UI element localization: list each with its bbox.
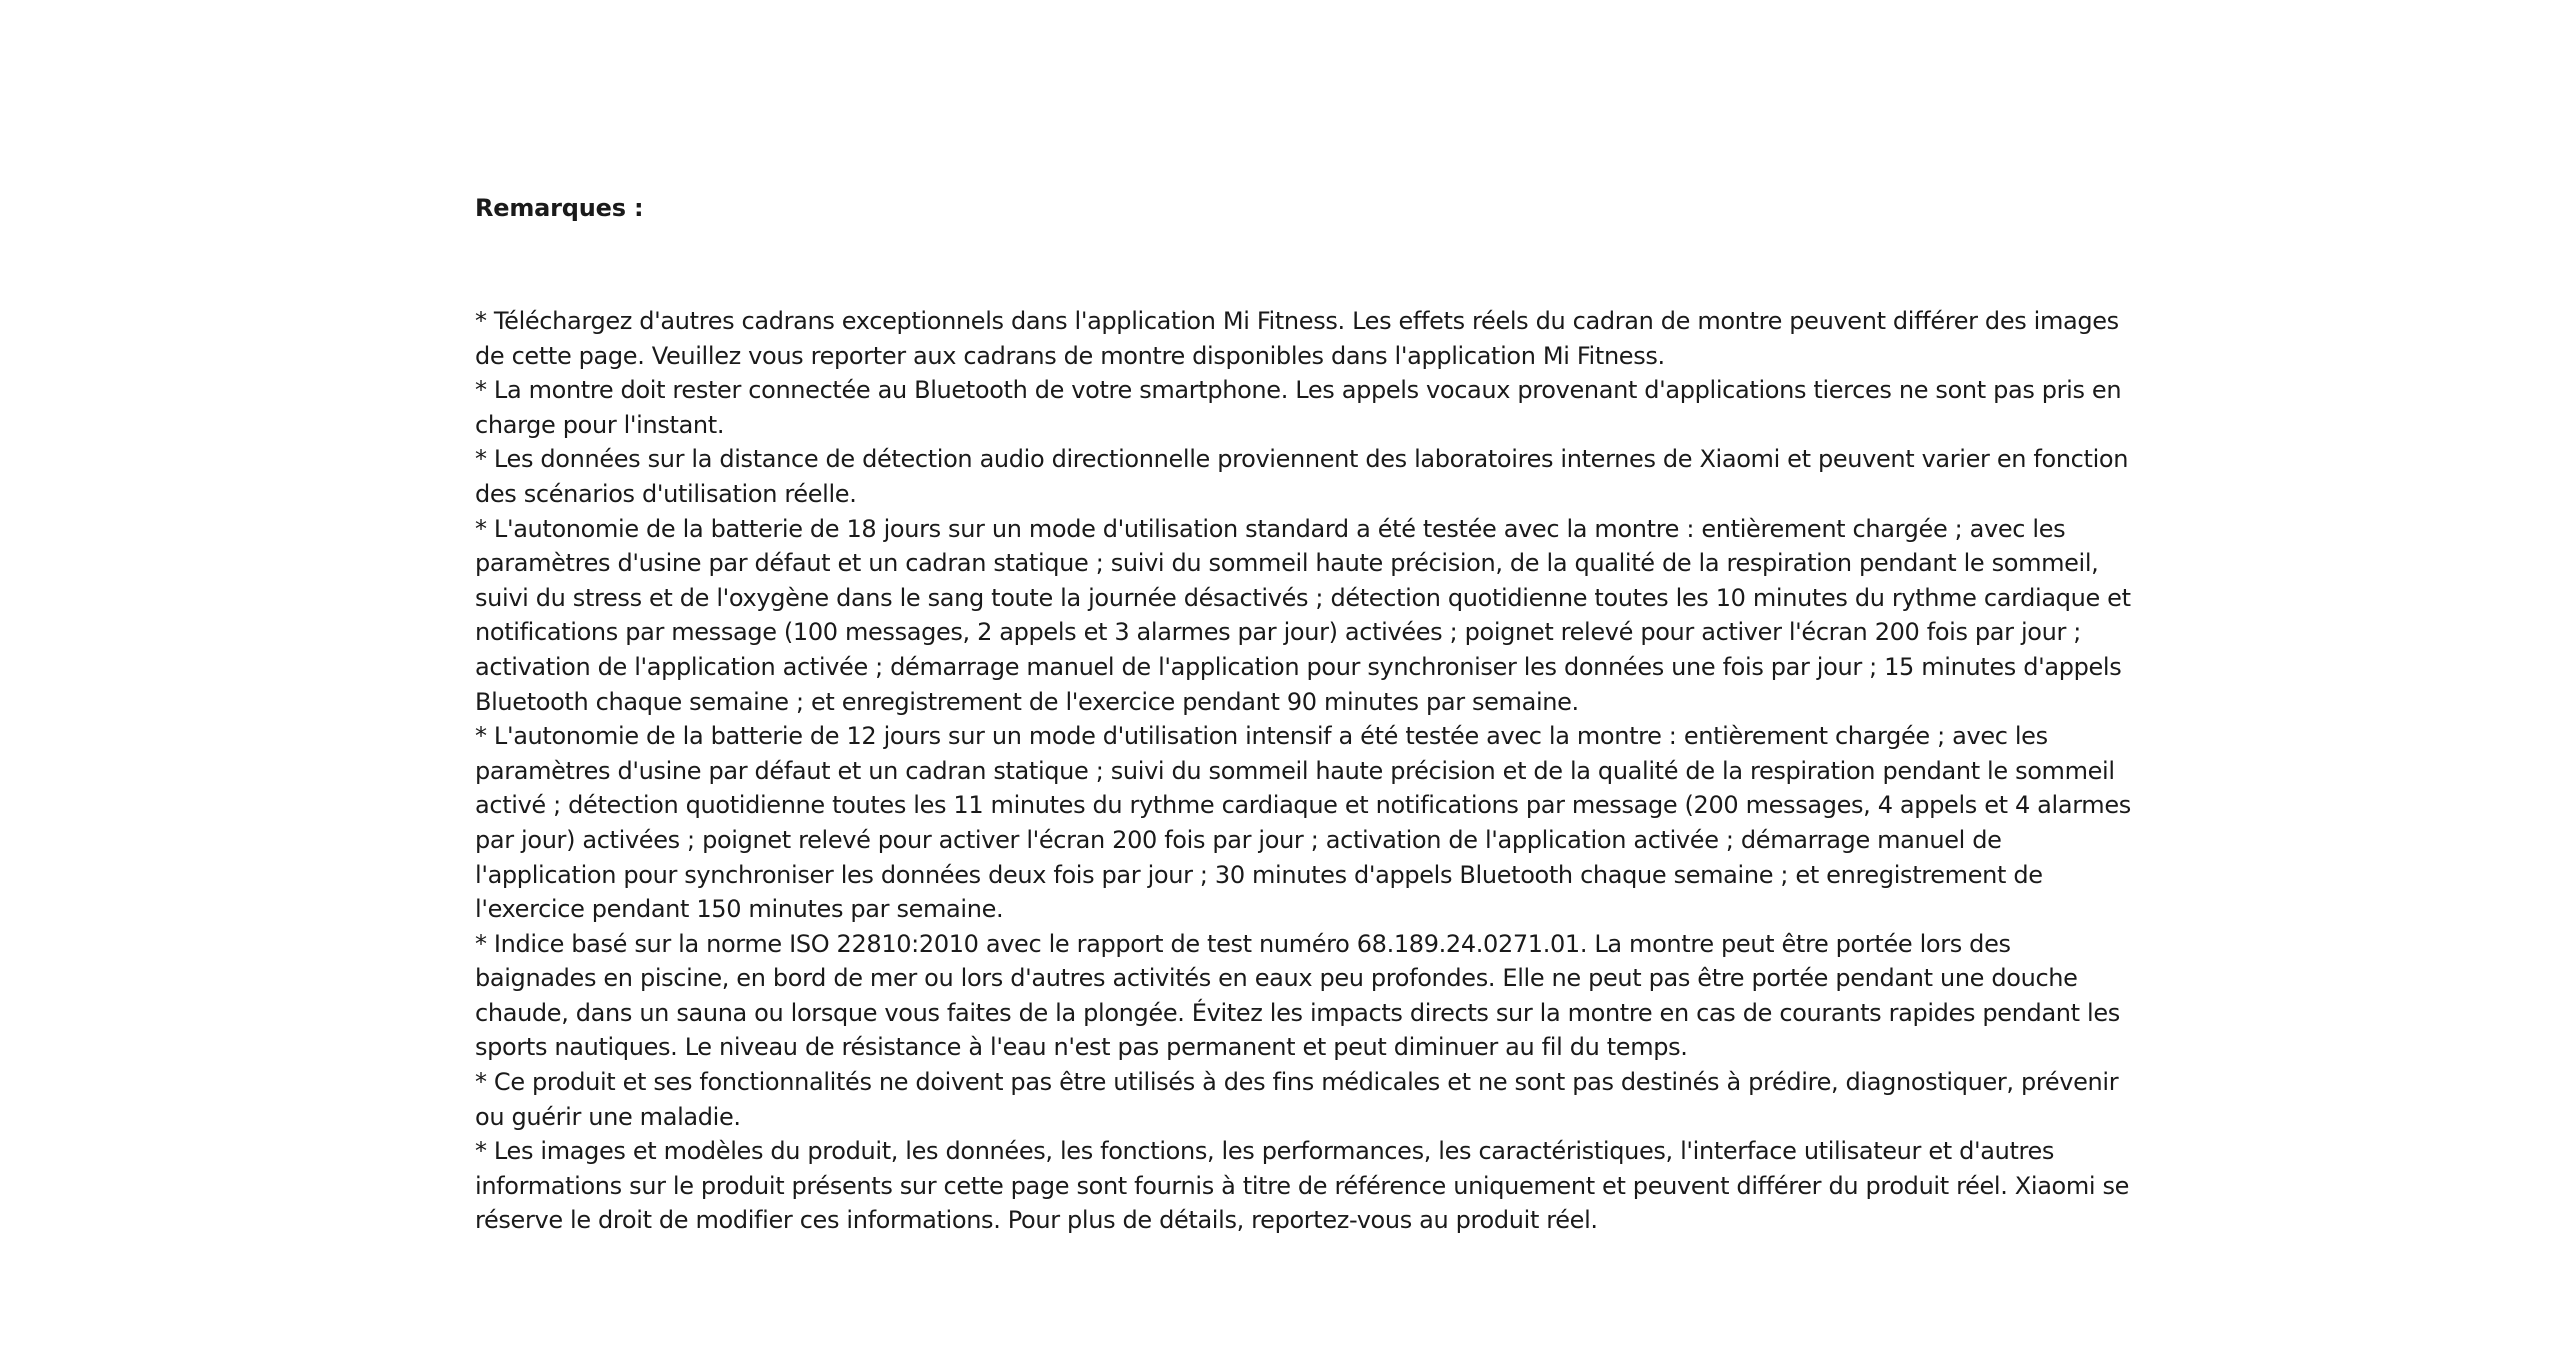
note-bluetooth-calls: * La montre doit rester connectée au Bluetooth de votre smartphone. Les appels vocaux provenant d'applications tierces ne sont pas pris en charge pour l'instant. xyxy=(475,376,2122,439)
remarks-section xyxy=(475,190,2135,1238)
remarks-list xyxy=(475,304,2135,1238)
note-battery-intensive: * L'autonomie de la batterie de 12 jours sur un mode d'utilisation intensif a été testée avec la montre : entièrement chargée ; avec les paramètres d'usine par défaut et un cadran statique ; suivi du sommeil haute précision et de la qualité de la respiration pendant le sommeil activé ; détection quotidienne toutes les 11 minutes du rythme cardiaque et notifications par message (200 messages, 4 appels et 4 alarmes par jour) activées ; poignet relevé pour activer l'écran 200 fois par jour ; activation de l'application activée ; démarrage manuel de l'application pour synchroniser les données deux fois par jour ; 30 minutes d'appels Bluetooth chaque semaine ; et enregistrement de l'exercice pendant 150 minutes par semaine. xyxy=(475,722,2131,924)
note-watch-faces: * Téléchargez d'autres cadrans exceptionnels dans l'application Mi Fitness. Les effets réels du cadran de montre peuvent différer des images de cette page. Veuillez vous reporter aux cadrans de montre disponibles dans l'application Mi Fitness. xyxy=(475,307,2119,370)
note-water-resistance: * Indice basé sur la norme ISO 22810:2010 avec le rapport de test numéro 68.189.24.0271.01. La montre peut être portée lors des baignades en piscine, en bord de mer ou lors d'autres activités en eaux peu profondes. Elle ne peut pas être portée pendant une douche chaude, dans un sauna ou lorsque vous faites de la plongée. Évitez les impacts directs sur la montre en cas de courants rapides pendant les sports nautiques. Le niveau de résistance à l'eau n'est pas permanent et peut diminuer au fil du temps. xyxy=(475,929,2120,1062)
note-product-images-disclaimer: * Les images et modèles du produit, les données, les fonctions, les performances, les caractéristiques, l'interface utilisateur et d'autres informations sur le produit présents sur cette page sont fournis à titre de référence uniquement et peuvent différer du produit réel. Xiaomi se réserve le droit de modifier ces informations. Pour plus de détails, reportez-vous au produit réel. xyxy=(475,1137,2130,1235)
note-medical-disclaimer: * Ce produit et ses fonctionnalités ne doivent pas être utilisés à des fins médicales et ne sont pas destinés à prédire, diagnostiquer, prévenir ou guérir une maladie. xyxy=(475,1068,2119,1131)
note-battery-standard: * L'autonomie de la batterie de 18 jours sur un mode d'utilisation standard a été testée avec la montre : entièrement chargée ; avec les paramètres d'usine par défaut et un cadran statique ; suivi du sommeil haute précision, de la qualité de la respiration pendant le sommeil, suivi du stress et de l'oxygène dans le sang toute la journée désactivés ; détection quotidienne toutes les 10 minutes du rythme cardiaque et notifications par message (100 messages, 2 appels et 3 alarmes par jour) activées ; poignet relevé pour activer l'écran 200 fois par jour ; activation de l'application activée ; démarrage manuel de l'application pour synchroniser les données une fois par jour ; 15 minutes d'appels Bluetooth chaque semaine ; et enregistrement de l'exercice pendant 90 minutes par semaine. xyxy=(475,514,2131,716)
remarks-title: Remarques : xyxy=(475,194,644,222)
note-directional-audio: * Les données sur la distance de détection audio directionnelle proviennent des laboratoires internes de Xiaomi et peuvent varier en fonction des scénarios d'utilisation réelle. xyxy=(475,445,2129,508)
